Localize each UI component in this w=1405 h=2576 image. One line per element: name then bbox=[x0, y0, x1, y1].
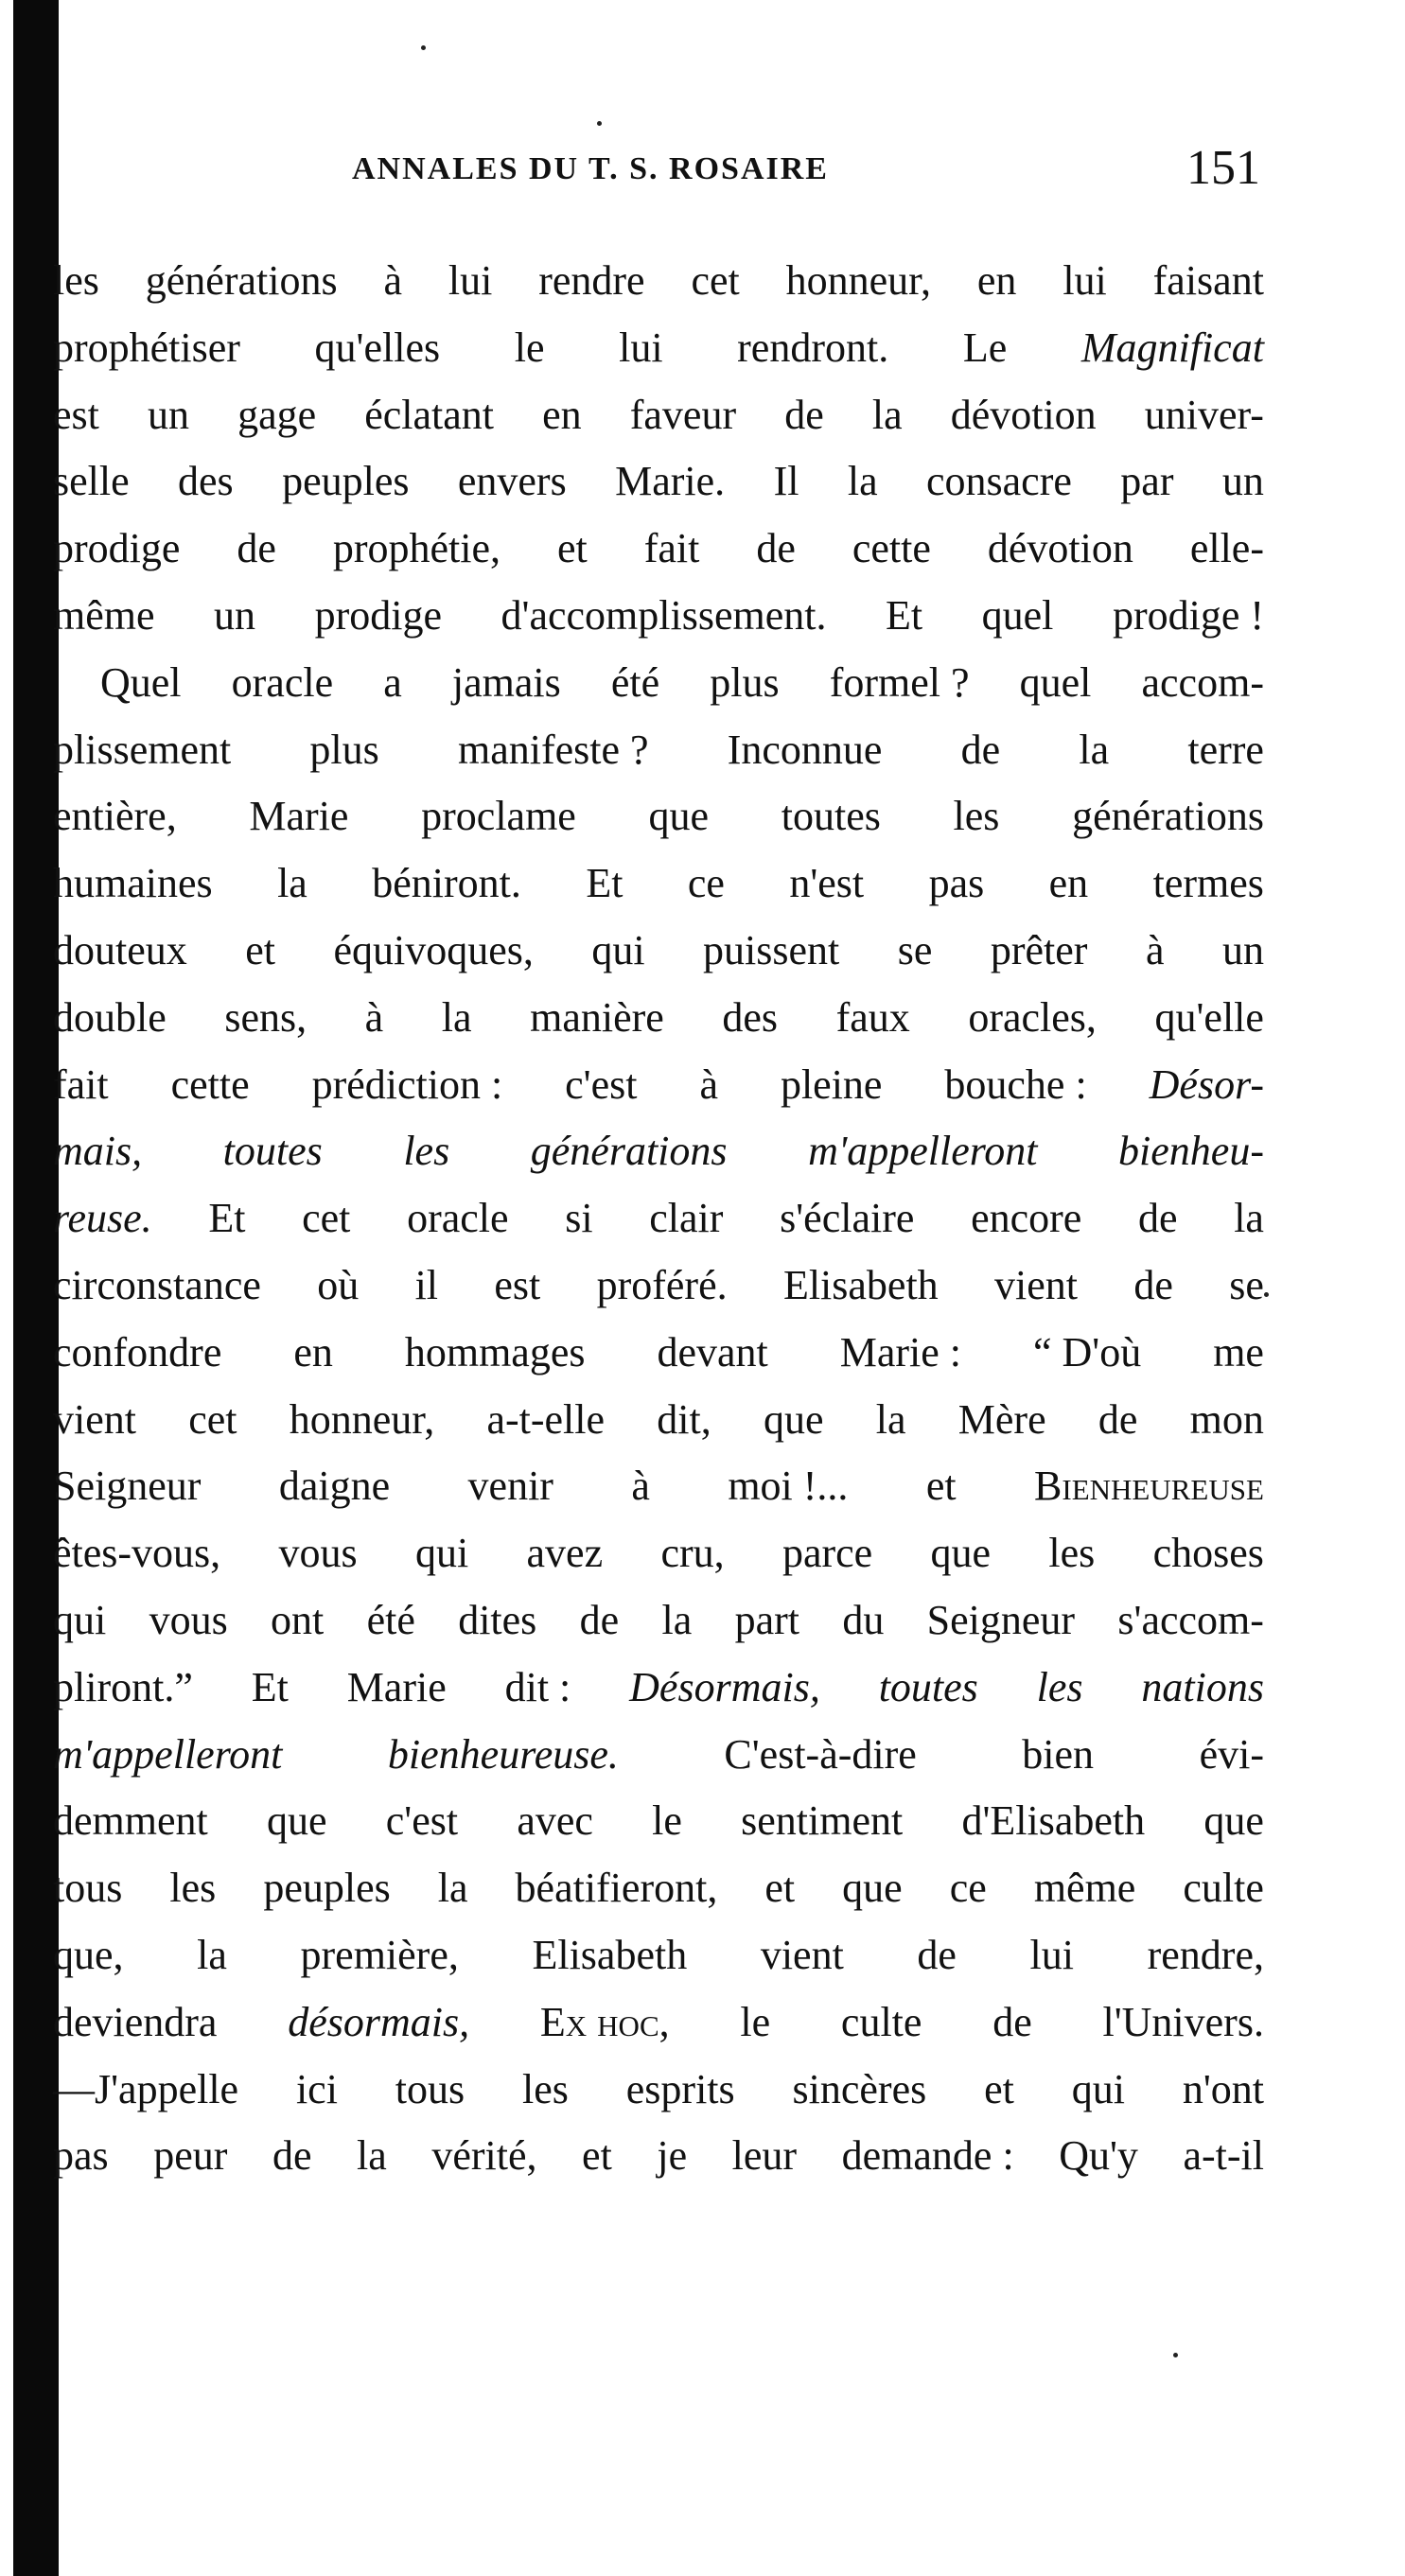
word: il bbox=[414, 1261, 439, 1308]
word: rendront. bbox=[737, 324, 889, 371]
word: manière bbox=[530, 993, 664, 1041]
word: avec bbox=[517, 1797, 593, 1845]
scan-binding-edge bbox=[13, 0, 59, 2576]
word: quel bbox=[981, 591, 1054, 639]
word: Il bbox=[773, 458, 799, 505]
text-line bbox=[53, 985, 1264, 1052]
word: elle- bbox=[1189, 525, 1264, 572]
word: n'est bbox=[789, 860, 865, 907]
word: la bbox=[847, 458, 878, 505]
word: fait bbox=[643, 525, 700, 572]
word: proféré. bbox=[596, 1261, 728, 1308]
word: —J'appelle bbox=[53, 2065, 239, 2112]
word: de bbox=[272, 2132, 312, 2180]
word: “ D'où bbox=[1032, 1328, 1142, 1376]
text-line bbox=[53, 248, 1264, 315]
word: Désor- bbox=[1149, 1060, 1264, 1108]
word: bienheureuse. bbox=[387, 1730, 619, 1778]
page-number: 151 bbox=[1186, 141, 1260, 195]
word: dévotion bbox=[950, 391, 1097, 438]
word: été bbox=[610, 658, 660, 706]
word: qui bbox=[1071, 2065, 1125, 2112]
word: terre bbox=[1187, 726, 1264, 773]
word: un bbox=[214, 591, 256, 639]
word: douteux bbox=[53, 926, 187, 973]
word: tous bbox=[53, 1865, 123, 1912]
word: oracles, bbox=[968, 993, 1097, 1041]
word: Seigneur bbox=[53, 1463, 202, 1510]
word: Elisabeth bbox=[532, 1931, 688, 1978]
text-line bbox=[53, 1253, 1264, 1320]
word: équivoques, bbox=[333, 926, 534, 973]
word: plissement bbox=[53, 726, 232, 773]
word: est bbox=[494, 1261, 541, 1308]
word: se bbox=[1229, 1261, 1264, 1308]
word: honneur, bbox=[289, 1395, 435, 1443]
word: peur bbox=[153, 2132, 228, 2180]
word: Marie bbox=[249, 793, 349, 840]
word: puissent bbox=[703, 926, 840, 973]
word: été bbox=[366, 1596, 415, 1643]
word: Elisabeth bbox=[782, 1261, 939, 1308]
text-line bbox=[53, 1320, 1264, 1387]
word: vient bbox=[994, 1261, 1079, 1308]
word: a-t-il bbox=[1183, 2132, 1264, 2180]
word: parce bbox=[782, 1530, 873, 1577]
word: cette bbox=[170, 1060, 250, 1108]
word: sentiment bbox=[741, 1797, 904, 1845]
word: est bbox=[53, 391, 99, 438]
word: a-t-elle bbox=[486, 1395, 606, 1443]
word: Qu'y bbox=[1059, 2132, 1138, 2180]
word: vient bbox=[760, 1931, 844, 1978]
word: Bienheureuse bbox=[1034, 1463, 1264, 1510]
word: deviendra bbox=[53, 1998, 218, 2045]
word: qui bbox=[53, 1596, 107, 1643]
word: même bbox=[1033, 1865, 1136, 1912]
word: ce bbox=[687, 860, 725, 907]
word: éclatant bbox=[364, 391, 495, 438]
word: la bbox=[437, 1865, 468, 1912]
word: circonstance bbox=[53, 1261, 261, 1308]
word: de bbox=[784, 391, 824, 438]
word: ce bbox=[949, 1865, 987, 1912]
word: nations bbox=[1141, 1663, 1264, 1710]
word: quel bbox=[1019, 658, 1092, 706]
text-line bbox=[53, 1587, 1264, 1655]
word: de bbox=[960, 726, 1001, 773]
word: que bbox=[763, 1395, 824, 1443]
word: à bbox=[699, 1060, 718, 1108]
word: Mère bbox=[957, 1395, 1046, 1443]
word: manifeste ? bbox=[457, 726, 649, 773]
word: un bbox=[147, 391, 189, 438]
word: accom- bbox=[1141, 658, 1264, 706]
word: première, bbox=[300, 1931, 459, 1978]
word: c'est bbox=[385, 1797, 459, 1845]
word: fait bbox=[53, 1060, 109, 1108]
word: Marie bbox=[346, 1663, 447, 1710]
word: formel ? bbox=[829, 658, 970, 706]
word: les bbox=[953, 793, 1000, 840]
word: générations bbox=[530, 1128, 728, 1175]
word: mon bbox=[1189, 1395, 1264, 1443]
text-line bbox=[53, 783, 1264, 850]
word: cru, bbox=[660, 1530, 725, 1577]
scan-speck bbox=[421, 45, 426, 50]
word: prophétiser bbox=[53, 324, 240, 371]
word: Marie. bbox=[615, 458, 726, 505]
word: de bbox=[237, 525, 276, 572]
word: qui bbox=[591, 926, 645, 973]
word: la bbox=[357, 2132, 387, 2180]
word: de bbox=[992, 1998, 1032, 2045]
word: d'accomplissement. bbox=[501, 591, 827, 639]
word: le bbox=[514, 324, 545, 371]
word: de bbox=[917, 1931, 957, 1978]
word: les bbox=[403, 1128, 450, 1175]
word: générations bbox=[1072, 793, 1264, 840]
scan-speck bbox=[1264, 1292, 1269, 1297]
word: s'accom- bbox=[1117, 1596, 1264, 1643]
word: Seigneur bbox=[926, 1596, 1076, 1643]
scan-speck bbox=[1173, 2353, 1178, 2357]
word: proclame bbox=[421, 793, 576, 840]
word: venir bbox=[467, 1463, 553, 1510]
word: même bbox=[53, 591, 155, 639]
word: pas bbox=[53, 2132, 109, 2180]
running-title: ANNALES DU T. S. ROSAIRE bbox=[352, 151, 829, 186]
word: culte bbox=[1183, 1865, 1264, 1912]
word: à bbox=[631, 1463, 650, 1510]
word: n'ont bbox=[1182, 2065, 1264, 2112]
word: me bbox=[1213, 1328, 1264, 1376]
word: prêter bbox=[990, 926, 1088, 973]
word: le bbox=[740, 1998, 771, 2045]
word: qui bbox=[414, 1530, 469, 1577]
word: bien bbox=[1022, 1730, 1095, 1778]
word: en bbox=[1048, 860, 1089, 907]
word: générations bbox=[145, 257, 338, 304]
word: que bbox=[1203, 1797, 1264, 1845]
word: Le bbox=[962, 324, 1008, 371]
word: le bbox=[652, 1797, 682, 1845]
word: lui bbox=[1063, 257, 1107, 304]
word: oracle bbox=[407, 1195, 509, 1242]
text-line bbox=[53, 918, 1264, 985]
word: un bbox=[1221, 458, 1264, 505]
word: entière, bbox=[53, 793, 177, 840]
word: dévotion bbox=[987, 525, 1133, 572]
scan-speck bbox=[597, 121, 602, 126]
word: faveur bbox=[629, 391, 737, 438]
word: Quel bbox=[100, 658, 182, 706]
word: et bbox=[245, 926, 275, 973]
word: bienheu- bbox=[1118, 1128, 1264, 1175]
body-text bbox=[53, 248, 1264, 2190]
word: Ex hoc, bbox=[539, 1998, 670, 2045]
word: dit : bbox=[504, 1663, 571, 1710]
word: vous bbox=[278, 1530, 358, 1577]
word: double bbox=[53, 993, 167, 1041]
word: mais, bbox=[53, 1128, 143, 1175]
word: et bbox=[925, 1463, 957, 1510]
word: humaines bbox=[53, 860, 213, 907]
word: les bbox=[169, 1865, 217, 1912]
word: en bbox=[293, 1328, 333, 1376]
word: plus bbox=[309, 726, 379, 773]
text-line bbox=[53, 1118, 1264, 1185]
word: et bbox=[557, 525, 588, 572]
word: du bbox=[842, 1596, 885, 1643]
word: et bbox=[984, 2065, 1014, 2112]
word: à bbox=[1145, 926, 1165, 973]
word: que bbox=[648, 793, 710, 840]
word: honneur, bbox=[785, 257, 932, 304]
word: la bbox=[661, 1596, 693, 1643]
word: si bbox=[565, 1195, 593, 1242]
word: pas bbox=[928, 860, 985, 907]
text-line bbox=[53, 1387, 1264, 1454]
word: prodige bbox=[53, 525, 181, 572]
word: sens, bbox=[224, 993, 307, 1041]
word: les bbox=[53, 257, 99, 304]
word: termes bbox=[1152, 860, 1264, 907]
text-line bbox=[53, 516, 1264, 583]
word: la bbox=[197, 1931, 227, 1978]
text-line bbox=[53, 1788, 1264, 1855]
word: la bbox=[871, 391, 903, 438]
word: leur bbox=[731, 2132, 798, 2180]
word: prophétie, bbox=[332, 525, 501, 572]
word: rendre bbox=[538, 257, 645, 304]
word: Et bbox=[208, 1195, 246, 1242]
word: que, bbox=[53, 1931, 124, 1978]
word: hommages bbox=[404, 1328, 586, 1376]
word: c'est bbox=[565, 1060, 638, 1108]
word: Marie : bbox=[839, 1328, 962, 1376]
word: lui bbox=[619, 324, 663, 371]
word: Et bbox=[251, 1663, 289, 1710]
word: devant bbox=[657, 1328, 768, 1376]
text-line bbox=[53, 1520, 1264, 1587]
word: que bbox=[930, 1530, 992, 1577]
word: confondre bbox=[53, 1328, 222, 1376]
word: oracle bbox=[231, 658, 334, 706]
word: les bbox=[1048, 1530, 1096, 1577]
word: esprits bbox=[625, 2065, 735, 2112]
word: êtes-vous, bbox=[53, 1530, 221, 1577]
word: de bbox=[1098, 1395, 1138, 1443]
text-line bbox=[53, 850, 1264, 918]
word: Inconnue bbox=[727, 726, 883, 773]
word: cet bbox=[691, 257, 740, 304]
word: les bbox=[522, 2065, 569, 2112]
word: cet bbox=[188, 1395, 237, 1443]
word: de bbox=[1137, 1195, 1178, 1242]
text-line bbox=[53, 1722, 1264, 1789]
word: avez bbox=[526, 1530, 604, 1577]
text-line bbox=[53, 2057, 1264, 2124]
text-line bbox=[53, 1855, 1264, 1922]
word: et bbox=[582, 2132, 612, 2180]
word: toutes bbox=[222, 1128, 323, 1175]
word: gage bbox=[237, 391, 317, 438]
word: de bbox=[756, 525, 796, 572]
word: l'Univers. bbox=[1102, 1998, 1264, 2045]
word: m'appelleront bbox=[53, 1730, 283, 1778]
word: de bbox=[579, 1596, 620, 1643]
word: peuples bbox=[263, 1865, 391, 1912]
word: plus bbox=[710, 658, 780, 706]
word: vous bbox=[149, 1596, 228, 1643]
word: de bbox=[1133, 1261, 1173, 1308]
word: bouche : bbox=[944, 1060, 1087, 1108]
word: cette bbox=[852, 525, 931, 572]
word: un bbox=[1221, 926, 1264, 973]
word: encore bbox=[971, 1195, 1082, 1242]
word: sincères bbox=[792, 2065, 927, 2112]
word: tous bbox=[395, 2065, 465, 2112]
word: à bbox=[364, 993, 384, 1041]
word: culte bbox=[840, 1998, 922, 2045]
text-line bbox=[53, 1989, 1264, 2057]
word: Désormais, bbox=[629, 1663, 820, 1710]
text-line bbox=[53, 1052, 1264, 1119]
word: prodige ! bbox=[1112, 591, 1264, 639]
word: m'appelleront bbox=[808, 1128, 1038, 1175]
text-line bbox=[53, 717, 1264, 784]
word: toutes bbox=[781, 793, 881, 840]
word: Magnificat bbox=[1080, 324, 1264, 371]
word: qu'elle bbox=[1154, 993, 1264, 1041]
text-line bbox=[53, 448, 1264, 516]
word: des bbox=[178, 458, 234, 505]
word: s'éclaire bbox=[780, 1195, 915, 1242]
word: a bbox=[383, 658, 402, 706]
word: lui bbox=[448, 257, 493, 304]
word: ont bbox=[271, 1596, 325, 1643]
word: d'Elisabeth bbox=[961, 1797, 1146, 1845]
word: par bbox=[1120, 458, 1174, 505]
word: béatifieront, bbox=[515, 1865, 718, 1912]
word: demment bbox=[53, 1797, 208, 1845]
word: dit, bbox=[657, 1395, 711, 1443]
text-line bbox=[53, 1655, 1264, 1722]
word: cet bbox=[302, 1195, 351, 1242]
word: en bbox=[976, 257, 1017, 304]
word: part bbox=[734, 1596, 799, 1643]
text-line bbox=[53, 315, 1264, 382]
word: les bbox=[1036, 1663, 1083, 1710]
word: que bbox=[842, 1865, 903, 1912]
word: consacre bbox=[926, 458, 1072, 505]
word: peuples bbox=[282, 458, 410, 505]
word: évi- bbox=[1199, 1730, 1264, 1778]
word: jamais bbox=[451, 658, 561, 706]
word: pleine bbox=[780, 1060, 883, 1108]
word: vient bbox=[53, 1395, 136, 1443]
word: lui bbox=[1029, 1931, 1074, 1978]
word: choses bbox=[1152, 1530, 1264, 1577]
text-line bbox=[53, 583, 1264, 650]
word: reuse. bbox=[53, 1195, 152, 1242]
word: clair bbox=[649, 1195, 724, 1242]
word: pliront.” bbox=[53, 1663, 193, 1710]
word: prodige bbox=[314, 591, 442, 639]
word: la bbox=[441, 993, 472, 1041]
running-head bbox=[59, 140, 1260, 206]
word: faisant bbox=[1152, 257, 1264, 304]
word: qu'elles bbox=[314, 324, 441, 371]
word: la bbox=[1079, 726, 1110, 773]
word: C'est-à-dire bbox=[724, 1730, 917, 1778]
word: vérité, bbox=[431, 2132, 537, 2180]
word: la bbox=[875, 1395, 906, 1443]
word: moi !... bbox=[728, 1463, 849, 1510]
word: selle bbox=[53, 458, 130, 505]
text-line bbox=[53, 1453, 1264, 1520]
word: prédiction : bbox=[311, 1060, 503, 1108]
text-line bbox=[53, 382, 1264, 449]
word: toutes bbox=[878, 1663, 978, 1710]
text-line bbox=[53, 2123, 1264, 2190]
word: ici bbox=[295, 2065, 338, 2112]
word: demande : bbox=[841, 2132, 1014, 2180]
word: où bbox=[317, 1261, 360, 1308]
text-line bbox=[53, 650, 1264, 717]
word: en bbox=[542, 391, 582, 438]
word: la bbox=[277, 860, 307, 907]
word: se bbox=[897, 926, 933, 973]
word: faux bbox=[835, 993, 910, 1041]
word: rendre, bbox=[1147, 1931, 1264, 1978]
word: Et bbox=[886, 591, 923, 639]
word: désormais, bbox=[288, 1998, 470, 2045]
word: je bbox=[657, 2132, 688, 2180]
word: daigne bbox=[278, 1463, 391, 1510]
word: et bbox=[764, 1865, 796, 1912]
word: envers bbox=[457, 458, 567, 505]
text-line bbox=[53, 1185, 1264, 1253]
word: béniront. bbox=[372, 860, 521, 907]
word: que bbox=[266, 1797, 327, 1845]
word: des bbox=[722, 993, 779, 1041]
word: à bbox=[383, 257, 402, 304]
word: univer- bbox=[1144, 391, 1264, 438]
text-line bbox=[53, 1922, 1264, 1989]
word: la bbox=[1234, 1195, 1264, 1242]
word: dites bbox=[458, 1596, 537, 1643]
word: Et bbox=[586, 860, 623, 907]
